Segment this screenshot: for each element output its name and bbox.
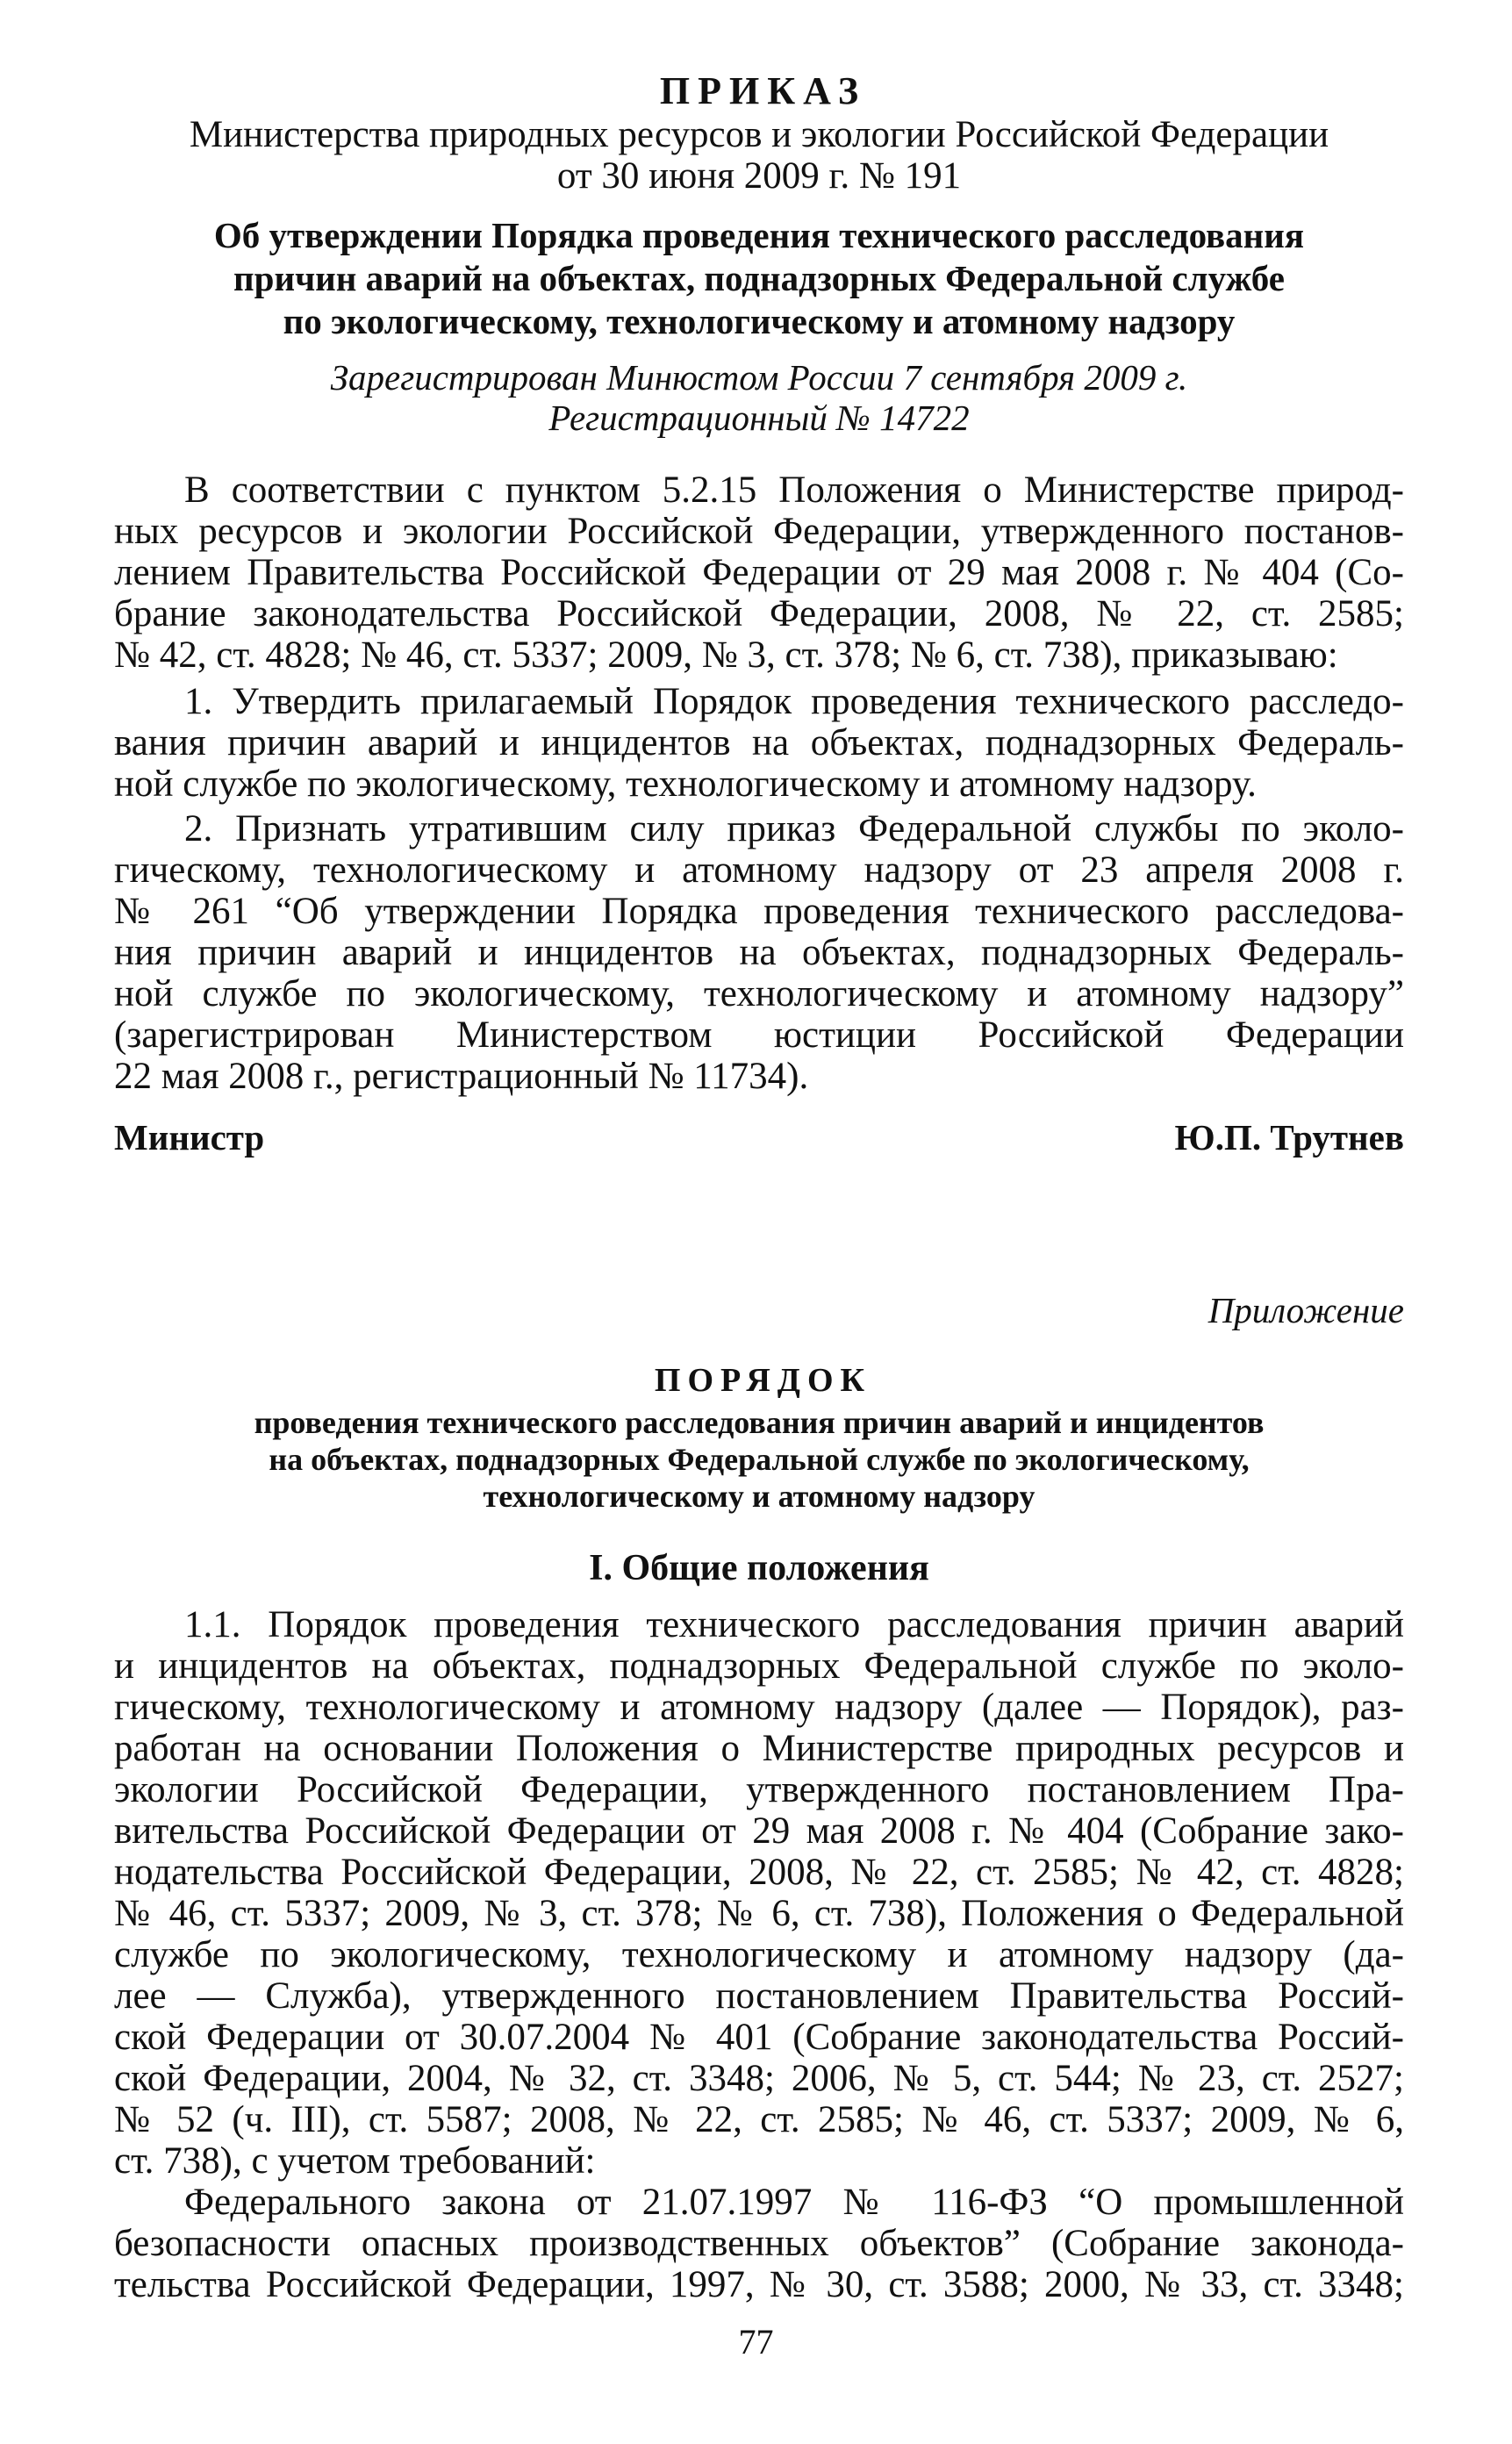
section-title: I. Общие положения <box>589 1548 929 1588</box>
ministry-name: Министерства природных ресурсов и экологии Российской Федерации <box>189 114 1329 155</box>
text-line: ст. 738), с учетом требований: <box>114 2140 596 2182</box>
subject-line: Об утверждении Порядка проведения технического расследования <box>213 215 1305 255</box>
text-line: нодательства Российской Федерации, 2008, № 22, ст. 2585; № 42, ст. 4828; <box>114 1852 1404 1893</box>
order-item-2 <box>114 808 1404 1097</box>
text-line: ных ресурсов и экологии Российской Федерации, утвержденного постанов- <box>114 511 1404 552</box>
text-line: ния причин аварий и инцидентов на объектах, поднадзорных Федераль- <box>114 932 1404 973</box>
signature-block <box>114 1116 1404 1158</box>
text-line: лением Правительства Российской Федерации от 29 мая 2008 г. № 404 (Со- <box>114 552 1404 593</box>
order-item-1 <box>114 681 1404 805</box>
paragraph-1-1 <box>114 1604 1404 2182</box>
order-date: от 30 июня 2009 г. № 191 <box>556 155 962 197</box>
appendix-label: Приложение <box>1207 1290 1404 1330</box>
text-line: работан на основании Положения о Министерстве природных ресурсов и <box>114 1728 1404 1769</box>
text-line: 1. Утвердить прилагаемый Порядок проведения технического расследо- <box>184 681 1404 722</box>
text-line: вительства Российской Федерации от 29 мая 2008 г. № 404 (Собрание зако- <box>114 1810 1404 1852</box>
appendix-subtitle <box>114 1404 1404 1515</box>
text-line: и инцидентов на объектах, поднадзорных Федеральной службе по эколо- <box>114 1645 1404 1687</box>
text-line: № 42, ст. 4828; № 46, ст. 5337; 2009, № 3, ст. 378; № 6, ст. 738), приказываю: <box>114 634 1338 676</box>
subtitle-line: технологическому и атомному надзору <box>483 1479 1035 1514</box>
text-line: безопасности опасных производственных объектов” (Собрание законода- <box>114 2223 1404 2264</box>
text-line: ской Федерации, 2004, № 32, ст. 3348; 2006, № 5, ст. 544; № 23, ст. 2527; <box>114 2058 1404 2099</box>
text-line: вания причин аварий и инцидентов на объектах, поднадзорных Федераль- <box>114 722 1404 763</box>
text-line: брание законодательства Российской Федерации, 2008, № 22, ст. 2585; <box>114 593 1404 634</box>
subject-line: причин аварий на объектах, поднадзорных Федеральной службе <box>233 258 1285 298</box>
text-line: (зарегистрирован Министерством юстиции Российской Федерации <box>114 1014 1404 1056</box>
registration-line: Зарегистрирован Минюстом России 7 сентября 2009 г. <box>330 357 1188 398</box>
text-line: В соответствии с пунктом 5.2.15 Положения о Министерстве природ- <box>184 469 1404 511</box>
registration-line: Регистрационный № 14722 <box>548 398 970 438</box>
order-title: ПРИКАЗ <box>659 69 867 112</box>
paragraph-law <box>114 2182 1404 2305</box>
text-line: тельства Российской Федерации, 1997, № 30, ст. 3588; 2000, № 33, ст. 3348; <box>114 2264 1404 2305</box>
text-line: гическому, технологическому и атомному надзору от 23 апреля 2008 г. <box>114 849 1404 891</box>
text-line: 22 мая 2008 г., регистрационный № 11734). <box>114 1056 809 1097</box>
text-line: экологии Российской Федерации, утвержденного постановлением Пра- <box>114 1769 1404 1810</box>
page-number: 77 <box>738 2322 774 2362</box>
text-line: ной службе по экологическому, технологическому и атомному надзору” <box>114 973 1404 1014</box>
text-line: службе по экологическому, технологическому и атомному надзору (да- <box>114 1934 1404 1975</box>
registration-note <box>114 357 1404 438</box>
text-line: Федерального закона от 21.07.1997 № 116-ФЗ “О промышленной <box>184 2182 1404 2223</box>
text-line: гическому, технологическому и атомному надзору (далее — Порядок), раз- <box>114 1687 1404 1728</box>
text-line: 2. Признать утратившим силу приказ Федеральной службы по эколо- <box>184 808 1404 849</box>
subtitle-line: проведения технического расследования причин аварий и инцидентов <box>254 1405 1265 1440</box>
subject-line: по экологическому, технологическому и атомному надзору <box>283 301 1236 341</box>
text-line: лее — Служба), утвержденного постановлением Правительства Россий- <box>114 1975 1404 2017</box>
text-line: № 52 (ч. III), ст. 5587; 2008, № 22, ст. 2585; № 46, ст. 5337; 2009, № 6, <box>114 2099 1404 2140</box>
text-line: № 261 “Об утверждении Порядка проведения технического расследова- <box>114 891 1404 932</box>
text-line: 1.1. Порядок проведения технического расследования причин аварий <box>184 1604 1404 1645</box>
text-line: ной службе по экологическому, технологическому и атомному надзору. <box>114 763 1257 805</box>
order-subject <box>114 214 1404 343</box>
document-page <box>114 68 1404 2305</box>
text-line: № 46, ст. 5337; 2009, № 3, ст. 378; № 6, ст. 738), Положения о Федеральной <box>114 1893 1404 1934</box>
order-preamble <box>114 469 1404 676</box>
text-line: ской Федерации от 30.07.2004 № 401 (Собрание законодательства Россий- <box>114 2017 1404 2058</box>
signature-name: Ю.П. Трутнев <box>1174 1117 1404 1157</box>
appendix-title: ПОРЯДОК <box>654 1362 872 1399</box>
signature-position: Министр <box>114 1117 265 1157</box>
subtitle-line: на объектах, поднадзорных Федеральной службе по экологическому, <box>269 1442 1250 1477</box>
